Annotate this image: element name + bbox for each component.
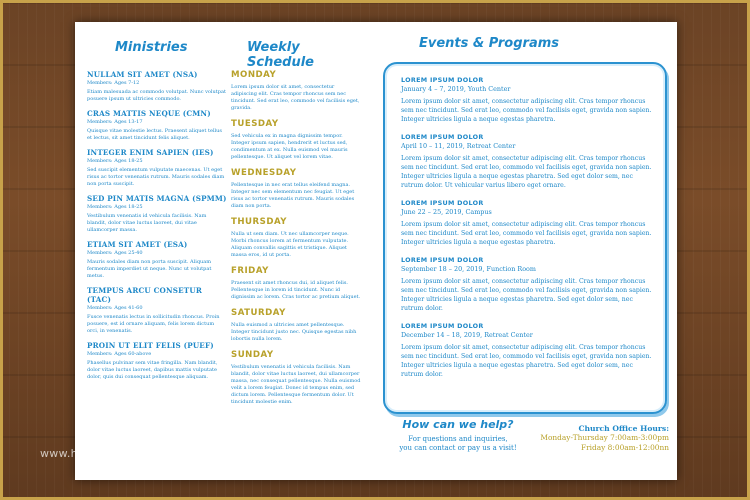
event-description: Lorem ipsum dolor sit amet, consectetur adipiscing elit. Cras tempor rhoncus sem nec tincidunt. Sed erat leo, commodo vel facilisis eget, gravida non sapien. Integer ultricies ligula a neque egestas pharetra. (401, 98, 652, 123)
events-column (383, 22, 671, 480)
ministry-description: Phasellus pulvinar sem vitae fringilla. Nam blandit, dolor vitae luctus laoreet, dapibus mattis vulputate dolor, quis dui consequat pellentesque aliquam. (87, 360, 218, 380)
event-description: Lorem ipsum dolor sit amet, consectetur adipiscing elit. Cras tempor rhoncus sem nec tincidunt. Sed erat leo, commodo vel facilisis eget, gravida non sapien. Integer ultricies ligula a neque egestas pharetra. Sed eget dolor sem, nec rutrum dolor. Ut vehicular varius libero eget ornare. (401, 155, 652, 189)
day-name: MONDAY (231, 70, 277, 80)
schedule-column (227, 22, 361, 480)
day-description: Pellentesque in nec erat tellus eleifend magna. Integer nec sem elementum nec feugiat. Ut eget risus ac tortor venenatis rutrum. Mauris sodales diam non porta. (231, 182, 355, 209)
day-name: WEDNESDAY (231, 168, 297, 178)
office-hours-title: Church Office Hours: (578, 424, 669, 433)
event-title: LOREM IPSUM DOLOR (401, 322, 484, 330)
day-description: Sed vehicula ex in magna dignissim tempor. Integer ipsum sapien, hendrerit et luctus sed, condimentum at ex. Nulla euismod vel mauris pellentesque. Ut aliquet vel lorem vitae. (231, 133, 348, 160)
day-description: Nulla ut sem diam. Ut nec ullamcorper neque. Morbi rhoncus lorem at fermentum vulputate. Aliquam convallis sagittis et tristique. Aliquet massa eros, id ut porta. (231, 231, 349, 258)
schedule-day (231, 168, 361, 210)
watermark-text: www.heartsaintkristin.org (40, 447, 189, 460)
event-date: April 10 – 11, 2019, Retreat Center (401, 142, 516, 150)
office-hours-line-1: Monday-Thursday 7:00am-3:00pm (540, 433, 669, 442)
ministry-item (87, 70, 227, 103)
office-hours-line-2: Friday 8:00am-12:00nn (580, 443, 669, 452)
day-name: SATURDAY (231, 308, 286, 318)
ministry-item (87, 194, 227, 234)
events-list (401, 76, 655, 388)
event-item (401, 133, 655, 190)
ministry-description: Sed suscipit elementum vulputate maecenas. Ut eget risus ac tortor venenatis rutrum. Mauris sodales diam non porta suscipit. (87, 167, 225, 187)
event-item (401, 256, 655, 313)
help-title: How can we help? (402, 418, 514, 431)
day-name: SUNDAY (231, 350, 274, 360)
day-description: Lorem ipsum dolor sit amet, consectetur adipiscing elit. Cras tempor rhoncus sem nec tincidunt. Sed erat leo, commodo vel facilisis eget, gravida. (231, 84, 360, 111)
ministry-name: TEMPUS ARCU CONSETUR (TAC) (87, 286, 202, 304)
events-box (383, 62, 667, 414)
ministry-age: Members: Ages 18-25 (87, 158, 143, 164)
schedule-day (231, 70, 361, 112)
day-name: THURSDAY (231, 217, 288, 227)
ministry-name: ETIAM SIT AMET (ESA) (87, 240, 188, 249)
event-description: Lorem ipsum dolor sit amet, consectetur adipiscing elit. Cras tempor rhoncus sem nec tincidunt. Sed erat leo, commodo vel facilisis eget, gravida non sapien. Integer ultricies ligula a neque egestas pharetra. Sed eget dolor sem, nec rutrum dolor. (401, 344, 652, 378)
ministry-description: Fusce venenatis lectus in sollicitudin rhoncus. Proin posuere, est id ornare aliquam, felis lorem dictum orci, in venenatis. (87, 314, 220, 334)
day-description: Vestibulum venenatis id vehicula facilisis. Nam blandit, dolor vitae luctus laoreet, dui ullamcorper massa, nec consequat pellentesque. Nulla euismod velit a lorem feugiat. Donec id tempus enim, sed dictum lorem. Pellentesque fermentum dolor. Ut tincidunt molestie enim. (231, 364, 361, 405)
ministry-description: Quisque vitae molestie lectus. Praesent aliquet tellus et lectus, sit amet tincidunt felis aliquet. (87, 128, 222, 141)
schedule-day (231, 308, 361, 343)
day-name: FRIDAY (231, 266, 269, 276)
schedule-day (231, 217, 361, 259)
brochure-page (75, 22, 677, 480)
ministries-heading: Ministries (115, 40, 188, 55)
ministry-name: SED PIN MATIS MAGNA (SPMM) (87, 194, 227, 203)
event-title: LOREM IPSUM DOLOR (401, 76, 484, 84)
schedule-day (231, 119, 361, 161)
ministry-age: Members: Ages 41-60 (87, 305, 143, 311)
ministry-name: PROIN UT ELIT FELIS (PUEF) (87, 341, 214, 350)
ministry-age: Members: Ages 13-17 (87, 119, 143, 125)
event-title: LOREM IPSUM DOLOR (401, 256, 484, 264)
ministry-item (87, 148, 227, 188)
event-description: Lorem ipsum dolor sit amet, consectetur adipiscing elit. Cras tempor rhoncus sem nec tincidunt. Sed erat leo, commodo vel facilisis eget, gravida non sapien. Integer ultricies ligula a neque egestas pharetra. (401, 221, 652, 246)
ministry-description: Etiam malesuada ac commodo volutpat. Nunc volutpat posuere ipsum ut ultricies commodo. (87, 89, 226, 102)
ministry-item (87, 341, 227, 381)
ministry-age: Members: Ages 18-25 (87, 204, 143, 210)
ministry-age: Members: Ages 60-above (87, 351, 152, 357)
day-description: Nulla euismod a ultricies amet pellentesque. Integer tincidunt justo nec. Quisque egestas nibh lobortis nulla lorem. (231, 322, 357, 342)
ministry-name: CRAS MATTIS NEQUE (CMN) (87, 109, 211, 118)
help-line-2: you can contact or pay us a visit! (399, 444, 517, 452)
ministry-description: Mauris sodales diam non porta suscipit. Aliquam fermentum imperdiet ut neque. Nunc ut volutpat metus. (87, 259, 212, 279)
schedule-list (231, 70, 361, 413)
ministries-list (87, 70, 227, 387)
ministry-age: Members: Ages 7-12 (87, 80, 140, 86)
day-description: Praesent sit amet rhoncus dui, id aliquet felis. Pellentesque in lorem id tincidunt. Nunc id dignissim ac lorem. Cras tortor ac pretium aliquet. (231, 280, 361, 300)
event-item (401, 199, 655, 247)
ministry-age: Members: Ages 25-40 (87, 250, 143, 256)
event-date: June 22 – 25, 2019, Campus (401, 208, 492, 216)
event-title: LOREM IPSUM DOLOR (401, 133, 484, 141)
events-heading: Events & Programs (419, 36, 560, 51)
office-hours (499, 424, 669, 453)
ministries-column (87, 22, 227, 480)
ministry-item (87, 286, 227, 335)
event-description: Lorem ipsum dolor sit amet, consectetur adipiscing elit. Cras tempor rhoncus sem nec tincidunt. Sed erat leo, commodo vel facilisis eget, gravida non sapien. Integer ultricies ligula a neque egestas pharetra. Sed eget dolor sem, nec rutrum dolor. (401, 278, 652, 312)
ministry-name: NULLAM SIT AMET (NSA) (87, 70, 198, 79)
event-date: January 4 – 7, 2019, Youth Center (401, 85, 511, 93)
schedule-day (231, 266, 361, 301)
ministry-description: Vestibulum venenatis id vehicula facilisis. Nam blandit, dolor vitae luctus laoreet, dui vitae ullamcorper massa. (87, 213, 207, 233)
help-line-1: For questions and inquiries, (408, 435, 508, 443)
event-date: December 14 – 18, 2019, Retreat Center (401, 331, 533, 339)
event-title: LOREM IPSUM DOLOR (401, 199, 484, 207)
ministry-item (87, 109, 227, 142)
event-item (401, 322, 655, 379)
ministry-item (87, 240, 227, 280)
schedule-day (231, 350, 361, 406)
day-name: TUESDAY (231, 119, 279, 129)
schedule-heading: Weekly Schedule (247, 40, 314, 70)
event-item (401, 76, 655, 124)
ministry-name: INTEGER ENIM SAPIEN (IES) (87, 148, 214, 157)
event-date: September 18 – 20, 2019, Function Room (401, 265, 536, 273)
